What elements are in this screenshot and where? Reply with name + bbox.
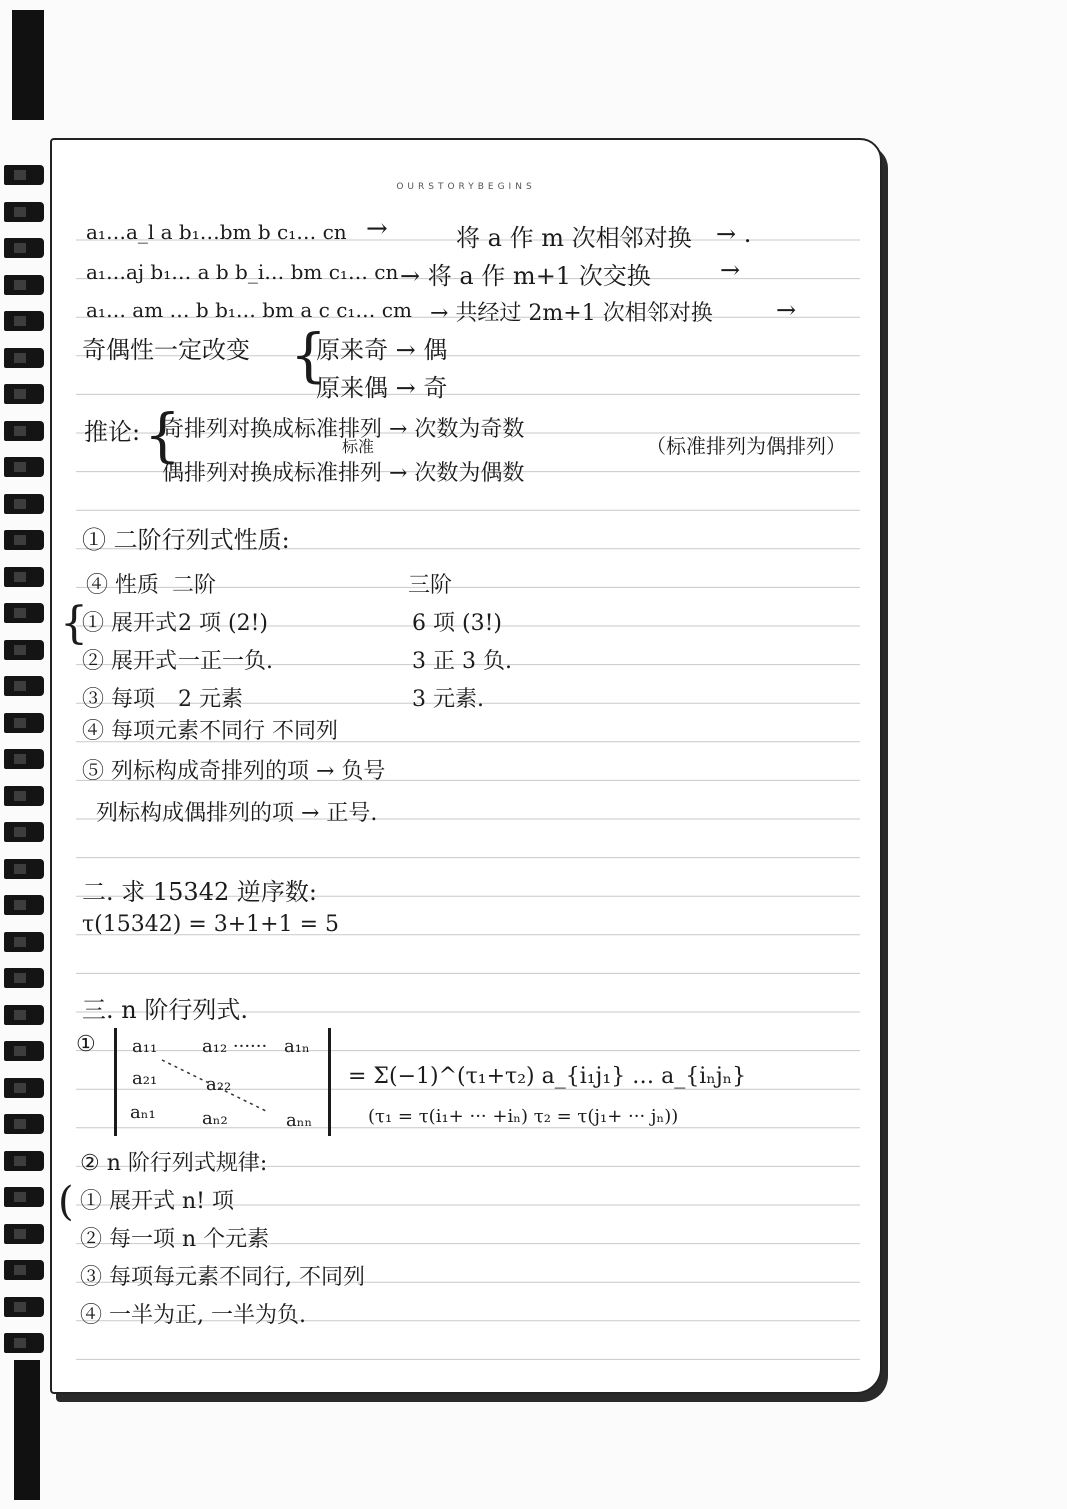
section-1-brace: {	[60, 598, 88, 649]
inference-line-2: 偶排列对换成标准排列 → 次数为偶数	[162, 461, 525, 486]
section-3-rule-title: ② n 阶行列式规律:	[80, 1151, 268, 1176]
binding-ring	[4, 530, 44, 550]
section-1-item-5a: ⑤ 列标构成奇排列的项 → 负号	[82, 759, 386, 784]
section-1-row-label: ③ 每项	[82, 687, 155, 712]
swap-line-3-sequence: a₁… am … b b₁… bm a c c₁… cm	[86, 298, 412, 322]
binding-ring	[4, 238, 44, 258]
notebook-brand: OURSTORYBEGINS	[396, 182, 536, 192]
binding-ring	[4, 640, 44, 660]
inference-brace: {	[144, 401, 181, 469]
matrix-a22: a₂₂	[206, 1074, 232, 1095]
section-3-rule-item: ② 每一项 n 个元素	[80, 1227, 270, 1252]
section-1-row-two: 2 元素	[178, 687, 243, 712]
inference-note: （标准排列为偶排列）	[646, 434, 846, 458]
binding-ring	[4, 603, 44, 623]
binding-ring	[4, 384, 44, 404]
section-1-row-three: 3 元素.	[412, 687, 484, 712]
matrix-a1n: a₁ₙ	[284, 1036, 310, 1057]
binding-ring	[4, 1151, 44, 1171]
swap-line-1-tail: → .	[716, 220, 752, 248]
binding-ring	[4, 348, 44, 368]
section-2-title: 二. 求 15342 逆序数:	[82, 878, 317, 906]
binding-ring	[4, 275, 44, 295]
matrix-a12: a₁₂ ······	[202, 1036, 268, 1057]
binding-ring	[4, 1260, 44, 1280]
parity-brace: {	[290, 321, 327, 389]
section-1-item-4: ④ 每项元素不同行 不同列	[82, 719, 338, 744]
binding-ring	[4, 713, 44, 733]
matrix-a11: a₁₁	[132, 1036, 158, 1057]
binding-ring	[4, 786, 44, 806]
section-3-item-number: ①	[76, 1032, 96, 1057]
binding-ring	[4, 1297, 44, 1317]
binding-spine-top	[12, 10, 44, 120]
section-1-header-three: 三阶	[408, 573, 453, 598]
section-1-header-two: 二阶	[172, 573, 217, 598]
section-1-row-three: 3 正 3 负.	[412, 649, 512, 674]
section-1-row-label: ② 展开式	[82, 649, 177, 674]
section-3-rule-item: ④ 一半为正, 一半为负.	[80, 1303, 306, 1328]
binding-ring	[4, 1041, 44, 1061]
binding-ring	[4, 1005, 44, 1025]
section-3-rule-brace: (	[58, 1179, 74, 1225]
binding-ring	[4, 676, 44, 696]
swap-line-1-note: 将 a 作 m 次相邻对换	[456, 224, 692, 252]
swap-line-1-sequence: a₁…a_l a b₁…bm b c₁… cn	[86, 220, 347, 244]
section-1-row-two: 一正一负.	[178, 649, 273, 674]
determinant-right-bar	[328, 1028, 331, 1136]
binding-ring	[4, 1333, 44, 1353]
binding-ring	[4, 1078, 44, 1098]
parity-intro: 奇偶性一定改变	[82, 336, 250, 364]
inference-line-1: 奇排列对换成标准排列 → 次数为奇数	[162, 417, 525, 442]
matrix-a21: a₂₁	[132, 1068, 158, 1089]
section-1-title: ① 二阶行列式性质:	[82, 526, 290, 554]
swap-line-2-tail: →	[720, 256, 741, 284]
binding-ring	[4, 1187, 44, 1207]
determinant-formula: = Σ(−1)^(τ₁+τ₂) a_{i₁j₁} … a_{iₙjₙ}	[348, 1064, 747, 1089]
matrix-diagonal-dots	[152, 1052, 282, 1122]
binding-ring	[4, 165, 44, 185]
matrix-an1: aₙ₁	[130, 1102, 156, 1123]
matrix-an2: aₙ₂	[202, 1108, 228, 1129]
section-3-rule-item: ① 展开式 n! 项	[80, 1189, 234, 1214]
swap-line-2-sequence: a₁…aj b₁… a b b_i… bm c₁… cn	[86, 260, 399, 284]
binding-ring	[4, 1224, 44, 1244]
binding-ring	[4, 311, 44, 331]
parity-case-1: 原来奇 → 偶	[316, 336, 448, 364]
swap-line-3-tail: →	[776, 296, 797, 324]
section-1-row-two: 2 项 (2!)	[178, 611, 268, 636]
swap-line-1-arrow: →	[366, 214, 388, 244]
section-2-result: τ(15342) = 3+1+1 = 5	[82, 912, 340, 937]
binding-spine-bottom	[14, 1360, 40, 1500]
binding-ring	[4, 932, 44, 952]
section-1-header-label: ④ 性质	[86, 573, 159, 598]
determinant-formula-sub: (τ₁ = τ(i₁+ ··· +iₙ) τ₂ = τ(j₁+ ··· jₙ))	[368, 1106, 679, 1127]
binding-ring	[4, 202, 44, 222]
binding-ring	[4, 749, 44, 769]
binding-ring	[4, 457, 44, 477]
determinant-left-bar	[114, 1028, 117, 1136]
binding-ring	[4, 822, 44, 842]
section-1-row-three: 6 项 (3!)	[412, 611, 502, 636]
section-3-title: 三. n 阶行列式.	[82, 996, 248, 1024]
binding-ring	[4, 494, 44, 514]
binding-ring	[4, 1114, 44, 1134]
binding-ring	[4, 567, 44, 587]
section-1-row-label: ① 展开式	[82, 611, 177, 636]
binding-ring	[4, 859, 44, 879]
matrix-ann: aₙₙ	[286, 1110, 313, 1131]
binding-ring	[4, 968, 44, 988]
section-1-item-5b: 列标构成偶排列的项 → 正号.	[96, 801, 378, 826]
binding-ring	[4, 895, 44, 915]
swap-line-2-note: → 将 a 作 m+1 次交换	[400, 262, 651, 290]
inference-label: 推论:	[84, 418, 141, 446]
binding-ring	[4, 421, 44, 441]
section-3-rule-item: ③ 每项每元素不同行, 不同列	[80, 1265, 365, 1290]
notebook-page	[50, 138, 882, 1394]
parity-case-2: 原来偶 → 奇	[316, 374, 448, 402]
swap-line-3-note: → 共经过 2m+1 次相邻对换	[430, 301, 713, 326]
inference-insert: 标准	[342, 437, 375, 456]
